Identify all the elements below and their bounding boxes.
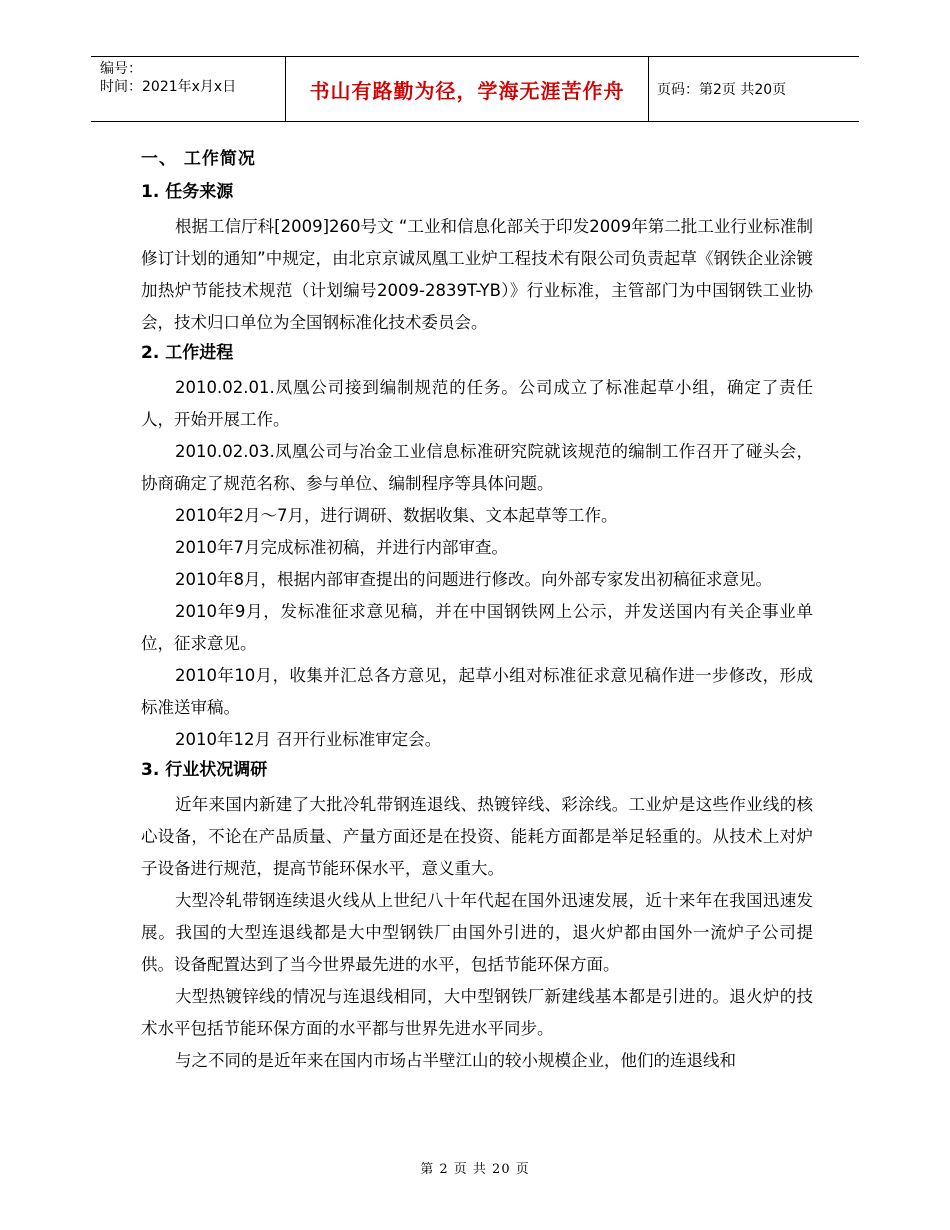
paragraph: 大型热镀锌线的情况与连退线相同，大中型钢铁厂新建线基本都是引进的。退火炉的技术水平包括节能环保方面的水平都与世界先进水平同步。 <box>141 987 813 1038</box>
paragraph: 2010.02.03.凤凰公司与冶金工业信息标准研究院就该规范的编制工作召开了碰头会，协商确定了规范名称、参与单位、编制程序等具体问题。 <box>141 442 813 493</box>
page-footer: 第 2 页 共 20 页 <box>420 1162 530 1177</box>
header-meta <box>100 60 236 96</box>
subsection-title-task-source: 1. 任务来源 <box>141 182 234 202</box>
paragraph: 2010年9月，发标准征求意见稿，并在中国钢铁网上公示，并发送国内有关企事业单位，征求意见。 <box>141 602 813 653</box>
paragraph: 2010年7月完成标准初稿，并进行内部审查。 <box>175 538 508 557</box>
page-header <box>91 56 859 122</box>
header-time-label: 时间：2021年x月x日 <box>100 79 237 95</box>
section-title: 一、 工作简况 <box>141 149 256 169</box>
subsection-title-work-progress: 2. 工作进程 <box>141 343 234 363</box>
subsection-title-industry-survey: 3. 行业状况调研 <box>141 760 268 780</box>
paragraph: 2010年2月～7月，进行调研、数据收集、文本起草等工作。 <box>175 506 618 525</box>
paragraph: 大型冷轧带钢连续退火线从上世纪八十年代起在国外迅速发展，近十来年在我国迅速发展。我国的大型连退线都是大中型钢铁厂由国外引进的，退火炉都由国外一流炉子公司提供。设备配置达到了当今世界最先进的水平，包括节能环保方面。 <box>141 891 813 974</box>
document-body <box>141 145 813 1077</box>
paragraph: 根据工信厅科[2009]260号文 “工业和信息化部关于印发2009年第二批工业行业标准制修订计划的通知”中规定，由北京京诚凤凰工业炉工程技术有限公司负责起草《钢铁企业涂镀加热炉节能技术规范（计划编号2009-2839T-YB）》行业标准，主管部门为中国钢铁工业协会，技术归口单位为全国钢标准化技术委员会。 <box>141 217 813 332</box>
paragraph: 2010.02.01.凤凰公司接到编制规范的任务。公司成立了标准起草小组，确定了责任人，开始开展工作。 <box>141 378 813 429</box>
paragraph: 近年来国内新建了大批冷轧带钢连退线、热镀锌线、彩涂线。工业炉是这些作业线的核心设备，不论在产品质量、产量方面还是在投资、能耗方面都是举足轻重的。从技术上对炉子设备进行规范，提高节能环保水平，意义重大。 <box>141 795 813 878</box>
paragraph: 2010年10月，收集并汇总各方意见，起草小组对标准征求意见稿作进一步修改，形成标准送审稿。 <box>141 666 813 717</box>
paragraph: 2010年12月 召开行业标准审定会。 <box>175 730 442 749</box>
header-page-info: 页码：第2页 共20页 <box>657 82 787 98</box>
header-number-label: 编号： <box>100 61 142 77</box>
paragraph: 2010年8月，根据内部审查提出的问题进行修改。向外部专家发出初稿征求意见。 <box>175 570 772 589</box>
header-motto: 书山有路勤为径，学海无涯苦作舟 <box>309 78 625 103</box>
header-divider <box>648 57 649 121</box>
paragraph: 与之不同的是近年来在国内市场占半壁江山的较小规模企业，他们的连退线和 <box>175 1051 736 1070</box>
